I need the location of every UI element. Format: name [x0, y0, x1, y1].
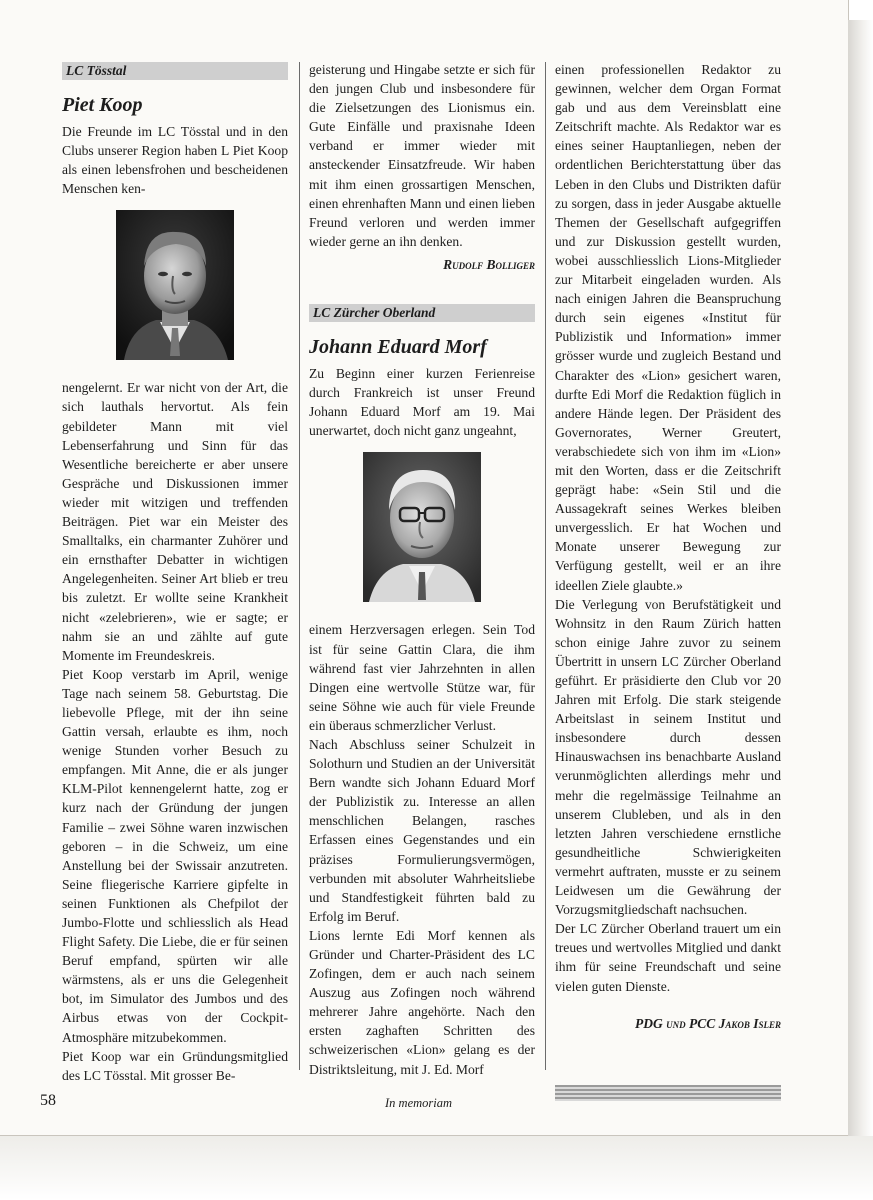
paragraph: Die Verlegung von Berufstätigkeit und Wohnsitz in den Raum Zürich hatten schon einige Jahre zuvor zu seinem Übertritt in unsern LC Zürcher Oberland geführt. Er präsidierte den Club vor 20 Jahren mit Erfolg. Die stark steigende Arbeitslast in seinem Institut und insbesondere durch dessen Hinauswachsen ins benachbarte Ausland verunmöglichten allerdings mehr und mehr die regelmässige Teilnahme an unserem Clubleben, und als in den letzten Jahren verschiedene ernstliche gesundheitliche Schwierigkeiten vermehrt auftraten, musste er zu seinem Leidwesen um die Gewährung der Vorzugsmitgliedschaft nachsuchen. — [555, 596, 781, 918]
paragraph: Zu Beginn einer kurzen Ferienreise durch Frankreich ist unser Freund Johann Eduard Morf am 19. Mai unerwartet, doch nicht ganz ungeahnt, — [309, 366, 535, 439]
author-signature: Rudolf Bolliger — [443, 256, 535, 272]
obituary-name: Piet Koop — [62, 94, 143, 116]
paragraph: nengelernt. Er war nicht von der Art, die sich lauthals hervortut. Als fein gebildeter Mann mit viel Lebenserfahrung und Sinn für das Wesentliche bereicherte er aber unsere Gespräche und Diskussionen immer wieder mit witzigen und treffenden Beiträgen. Piet war ein Meister des Smalltalks, ein charmanter Zuhörer und ein ernsthafter Debatter in wichtigen Angelegenheiten. Seiner Art blieb er treu bis zuletzt. Er wollte seine Krankheit nicht «zelebrieren», wie er sagte; er nahm sie an und zählte auf gute Momente im Freundeskreis. — [62, 380, 288, 663]
paragraph: Piet Koop war ein Gründungsmitglied des LC Tösstal. Mit grosser Be- — [62, 1048, 288, 1083]
paragraph: Piet Koop verstarb im April, wenige Tage nach seinem 58. Geburtstag. Die liebevolle Pflege, mit der ihn seine Gattin versah, erlaubte es ihm, noch wenige Stunden vorher Besuch zu empfangen. Mit Anne, die er als junger KLM-Pilot kennengelernt hatte, zog er kurz nach der Gründung der jungen Familie – zwei Söhne waren inzwischen geboren – in die Schweiz, um eine Anstellung bei der Swissair anzutreten. Seine fliegerische Karriere gipfelte in seinen Funktionen als Chefpilot der Jumbo-Flotte und schliesslich als Head Flight Safety. Die Liebe, die er für seinen Beruf empfand, spürten wir alle wärmstens, als er uns die Gelegenheit bot, im Simulator des Jumbos und des Airbus etwas von der Cockpit-Atmosphäre mitzubekommen. — [62, 666, 288, 1045]
page-number: 58 — [40, 1092, 56, 1109]
paragraph: Nach Abschluss seiner Schulzeit in Solothurn und Studien an der Universität Bern wandte sich Johann Eduard Morf der Publizistik zu. Interesse an allen menschlichen Belangen, rasches Erfassen eines Gegenstandes und ein präzises Formulierungsvermögen, verbunden mit absoluter Wahrheitsliebe und Standfestigkeit führten bald zu Erfolg im Beruf. — [309, 736, 535, 924]
page-edge-shadow — [848, 20, 873, 1200]
portrait-photo-piet-koop — [116, 210, 234, 360]
paragraph: geisterung und Hingabe setzte er sich für den jungen Club und insbesondere für die Zielsetzungen des Lionismus ein. Gute Einfälle und praxisnahe Ideen verband er immer wieder mit ansteckender Einsatzfreude. Wir haben mit ihm einen grossartigen Menschen, einen ehrenhaften Mann und einen lieben Freund verloren und werden immer wieder gerne an ihn denken. — [309, 62, 535, 249]
portrait-photo-johann-eduard-morf — [363, 452, 481, 602]
page-bottom-shadow — [0, 1136, 873, 1200]
column-rule — [299, 62, 300, 1070]
column-rule — [545, 62, 546, 1070]
end-of-article-bar — [555, 1085, 781, 1101]
paragraph: Lions lernte Edi Morf kennen als Gründer und Charter-Präsident des LC Zofingen, dem er auch nach seinem Auszug aus Zofingen noch während mehrerer Jahre angehörte. Nach den ersten zaghaften Schritten des schweizerischen «Lion» gelang es der Distriktsleitung, mit J. Ed. Morf — [309, 927, 535, 1077]
column-1 — [62, 60, 288, 1085]
paragraph: Der LC Zürcher Oberland trauert um ein treues und wertvolles Mitglied und dankt ihm für seine Freundschaft und seine vielen guten Dienste. — [555, 921, 781, 994]
club-heading: LC Tösstal — [62, 62, 288, 80]
paragraph: einem Herzversagen erlegen. Sein Tod ist für seine Gattin Clara, die ihm während fast vier Jahrzehnten in allen Dingen eine wertvolle Stütze war, für seine Söhne wie auch für viele Freunde ein überaus schmerzlicher Verlust. — [309, 622, 535, 733]
paragraph: Die Freunde im LC Tösstal und in den Clubs unserer Region haben L Piet Koop als einen lebensfrohen und bescheidenen Menschen ken- — [62, 124, 288, 197]
author-signature: PDG und PCC Jakob Isler — [634, 1015, 781, 1031]
paragraph: einen professionellen Redaktor zu gewinnen, welcher dem Organ Format gab und aus dem Vereinsblatt eine Zeitschrift machte. Als Redaktor war es eines seiner Hauptanliegen, neben der ordentlichen Berichterstattung über das Leben in den Clubs und Distrikten dafür zu sorgen, dass in jeder Ausgabe aktuelle Themen der Gesellschaft aufgegriffen und zur Diskussion gestellt wurden, wobei ausschliesslich Lions-Mitglieder zur Mitarbeit eingeladen wurden. Als nach einigen Jahren die Beanspruchung durch sein eigenes «Institut für Publizistik und Information» immer grösser wurde und zugleich Bestand und Charakter des «Lion» gesichert waren, durfte Edi Morf die Redaktion füglich in andere Hände legen. Der Präsident des Governorates, Werner Greutert, verabschiedete sich von ihm im «Lion» mit den Worten, dass er die Zeitschrift geprägt habe: «Sein Stil und die Aussagekraft seines Werkes bleiben unvergesslich. Er hat Wochen und Monate unserer Bewegung zur Verfügung gestellt, weil er an ihre ideellen Ziele glaubte.» — [555, 62, 781, 593]
section-footer: In memoriam — [385, 1096, 453, 1110]
club-heading: LC Zürcher Oberland — [309, 304, 535, 322]
obituary-name: Johann Eduard Morf — [309, 336, 487, 359]
column-2 — [309, 60, 535, 1079]
column-3 — [555, 60, 781, 1101]
